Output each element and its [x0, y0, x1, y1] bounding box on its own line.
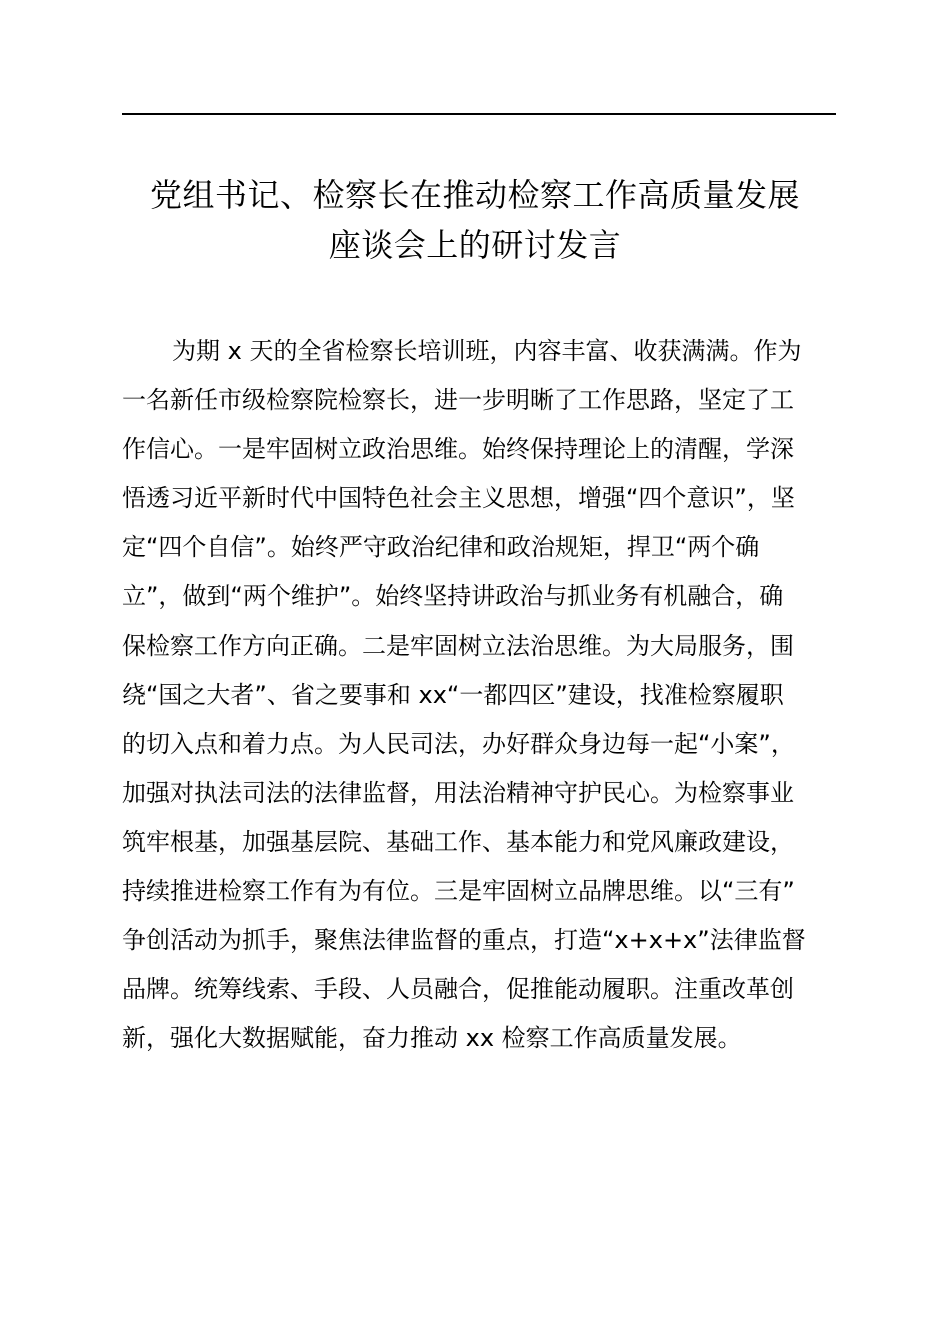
- document-body: [122, 327, 838, 1063]
- body-line: 持续推进检察工作有为有位。三是牢固树立品牌思维。以“三有”: [122, 877, 795, 906]
- header-rule: [122, 113, 836, 115]
- body-line: 定“四个自信”。始终严守政治纪律和政治规矩，捍卫“两个确: [122, 533, 760, 562]
- body-line: 新，强化大数据赋能，奋力推动 xx 检察工作高质量发展。: [122, 1024, 742, 1053]
- body-line: 争创活动为抓手，聚焦法律监督的重点，打造“x+x+x”法律监督: [122, 926, 806, 955]
- body-line: 绕“国之大者”、省之要事和 xx“一都四区”建设，找准检察履职: [122, 680, 784, 709]
- body-line: 悟透习近平新时代中国特色社会主义思想，增强“四个意识”，坚: [122, 484, 795, 513]
- body-line: 作信心。一是牢固树立政治思维。始终保持理论上的清醒，学深: [122, 435, 794, 464]
- document-title: [100, 170, 850, 270]
- body-line: 保检察工作方向正确。二是牢固树立法治思维。为大局服务，围: [122, 631, 794, 660]
- body-line: 立”，做到“两个维护”。始终坚持讲政治与抓业务有机融合，确: [122, 582, 784, 611]
- title-line-2: 座谈会上的研讨发言: [328, 226, 622, 264]
- body-line: 的切入点和着力点。为人民司法，办好群众身边每一起“小案”，: [122, 729, 795, 758]
- title-line-1: 党组书记、检察长在推动检察工作高质量发展: [149, 176, 800, 214]
- body-line: 品牌。统筹线索、手段、人员融合，促推能动履职。注重改革创: [122, 975, 794, 1004]
- body-line: 为期 x 天的全省检察长培训班，内容丰富、收获满满。作为: [172, 337, 802, 365]
- body-line: 加强对执法司法的法律监督，用法治精神守护民心。为检察事业: [122, 778, 794, 807]
- body-line: 一名新任市级检察院检察长，进一步明晰了工作思路，坚定了工: [122, 386, 794, 415]
- body-line: 筑牢根基，加强基层院、基础工作、基本能力和党风廉政建设，: [122, 827, 794, 856]
